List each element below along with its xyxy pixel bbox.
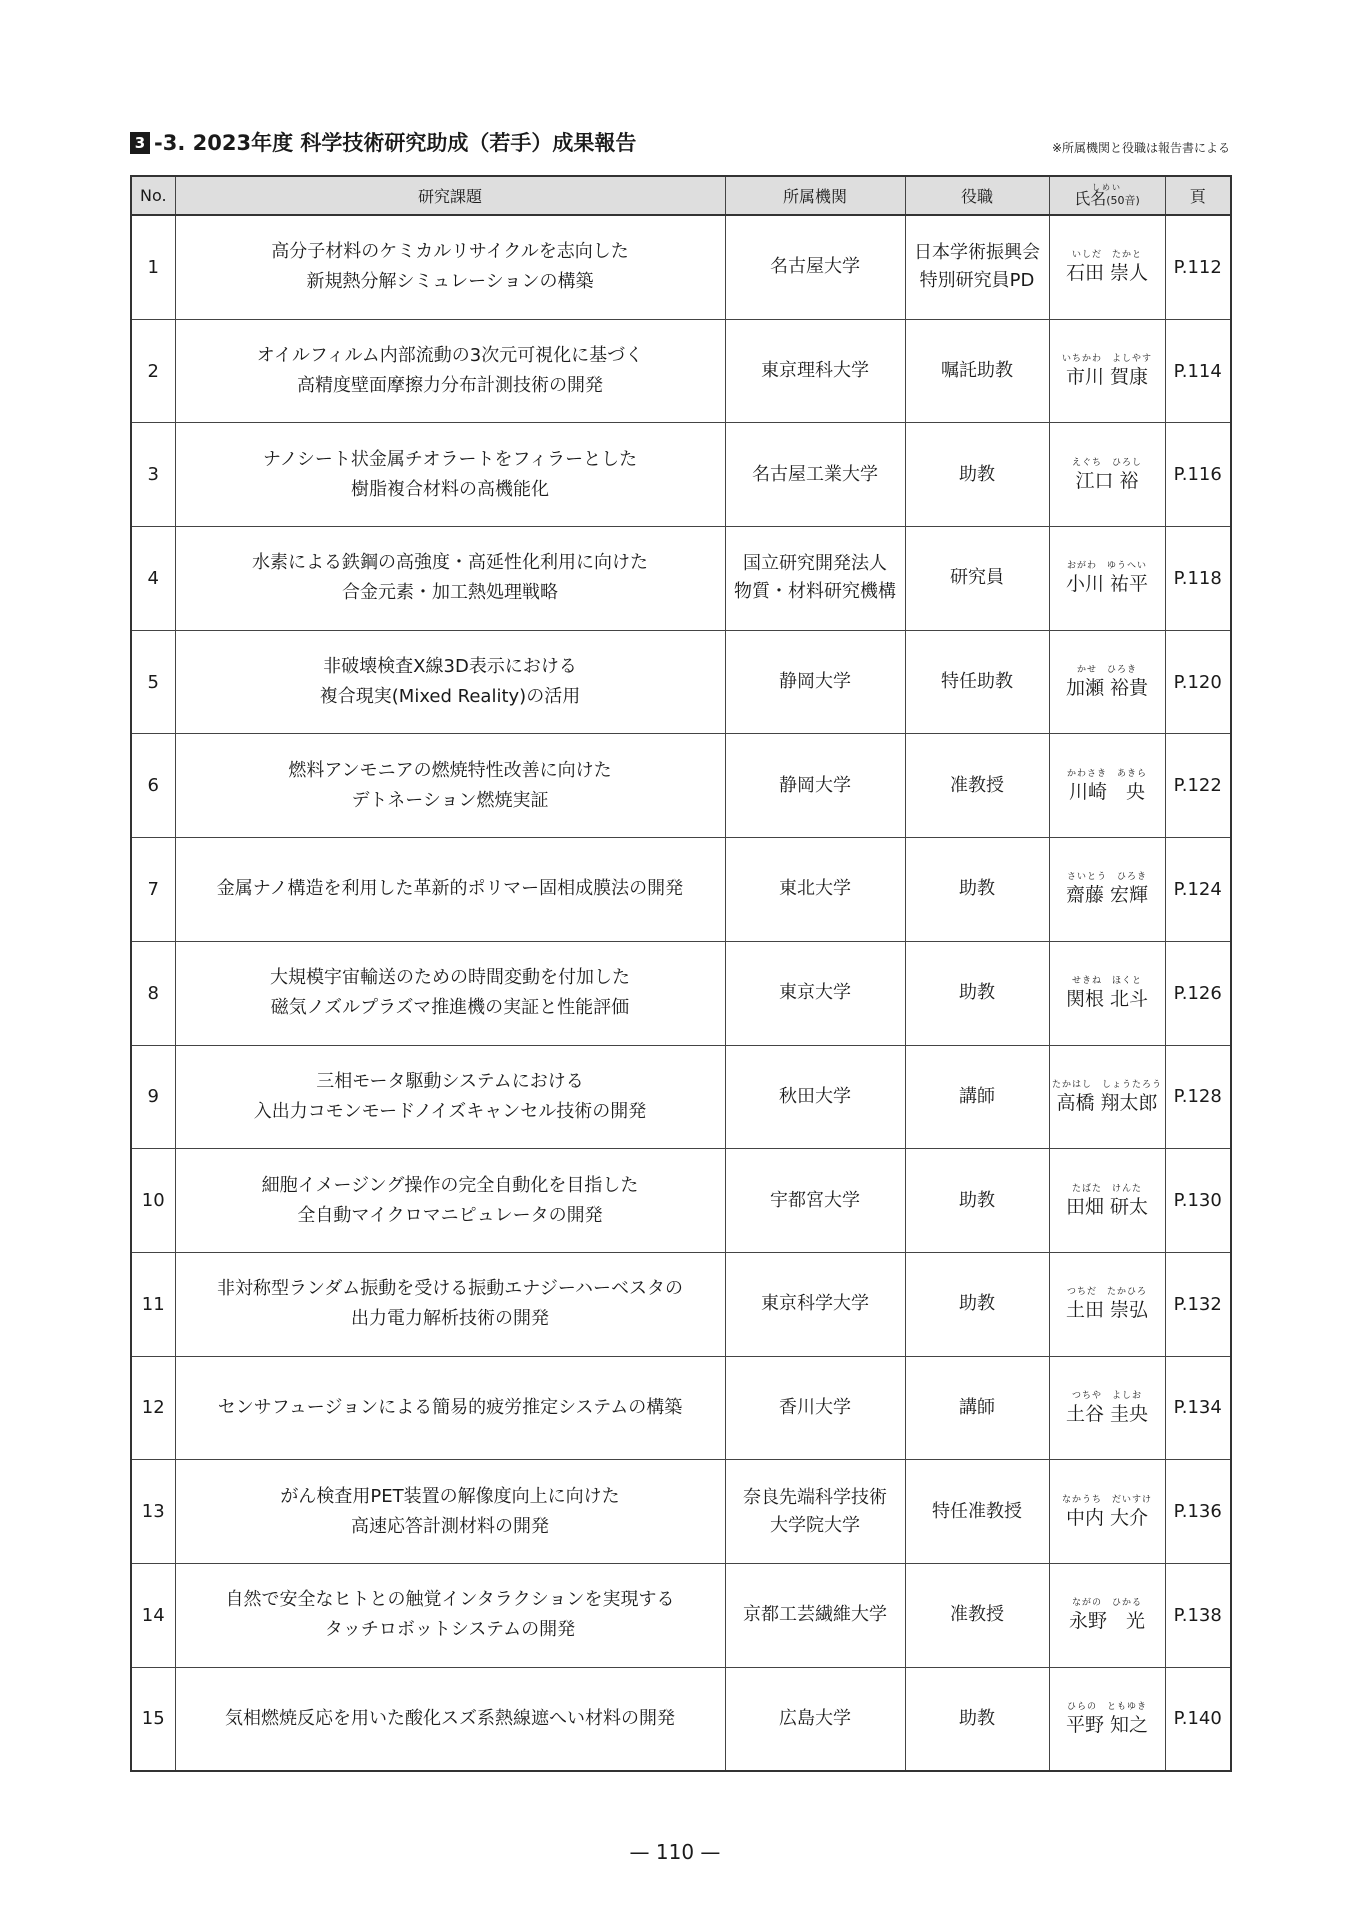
table-row xyxy=(131,941,1231,1045)
table-body xyxy=(131,215,1231,1771)
researcher-name: 小川 祐平 xyxy=(1065,573,1149,596)
researcher-name: 永野 光 xyxy=(1068,1610,1145,1633)
row-topic xyxy=(175,319,725,423)
table-row xyxy=(131,630,1231,734)
topic-line: 合金元素・加工熱処理戦略 xyxy=(342,582,558,604)
table-row xyxy=(131,423,1231,527)
position-line: 研究員 xyxy=(950,567,1004,589)
row-name xyxy=(1049,1149,1165,1253)
position-line: 特任助教 xyxy=(941,671,1013,693)
topic-line: ナノシート状金属チオラートをフィラーとした xyxy=(262,448,638,470)
row-affiliation xyxy=(725,630,905,734)
row-page-ref: P.128 xyxy=(1165,1045,1231,1149)
name-ruby: さいとう ひろき xyxy=(1066,872,1147,883)
page-header xyxy=(130,128,1230,168)
row-page-ref: P.138 xyxy=(1165,1563,1231,1667)
name-block xyxy=(1052,1079,1162,1115)
topic-line: 樹脂複合材料の高機能化 xyxy=(351,478,549,500)
row-position xyxy=(905,1667,1049,1771)
topic-line: オイルフィルム内部流動の3次元可視化に基づく xyxy=(256,345,644,367)
affiliation-line: 秋田大学 xyxy=(779,1085,851,1107)
table-row xyxy=(131,1460,1231,1564)
row-position xyxy=(905,1149,1049,1253)
page-number: — 110 — xyxy=(629,1840,721,1864)
row-topic xyxy=(175,1045,725,1149)
name-block xyxy=(1066,871,1148,907)
row-affiliation xyxy=(725,838,905,942)
position-line: 助教 xyxy=(959,878,995,900)
row-page-ref: P.132 xyxy=(1165,1252,1231,1356)
topic-line: 高分子材料のケミカルリサイクルを志向した xyxy=(271,241,629,263)
row-number: 10 xyxy=(131,1149,175,1253)
topic-line: 三相モータ駆動システムにおける xyxy=(316,1070,584,1092)
col-header-position: 役職 xyxy=(905,176,1049,215)
topic-line: 非破壊検査X線3D表示における xyxy=(323,656,577,678)
topic-line: 燃料アンモニアの燃焼特性改善に向けた xyxy=(288,759,612,781)
row-page-ref: P.126 xyxy=(1165,941,1231,1045)
position-line: 准教授 xyxy=(950,1604,1004,1626)
name-block xyxy=(1066,249,1148,285)
row-number: 8 xyxy=(131,941,175,1045)
row-affiliation xyxy=(725,423,905,527)
name-block xyxy=(1067,768,1147,804)
name-header-group xyxy=(1074,183,1140,208)
row-page-ref: P.120 xyxy=(1165,630,1231,734)
row-affiliation xyxy=(725,1563,905,1667)
row-name xyxy=(1049,630,1165,734)
table-row xyxy=(131,1667,1231,1771)
name-ruby: たばた けんた xyxy=(1071,1183,1142,1194)
researcher-name: 加瀬 裕貴 xyxy=(1065,677,1149,700)
row-name xyxy=(1049,215,1165,319)
row-position xyxy=(905,319,1049,423)
row-page-ref: P.140 xyxy=(1165,1667,1231,1771)
row-position xyxy=(905,941,1049,1045)
row-page-ref: P.112 xyxy=(1165,215,1231,319)
affiliation-line: 東京理科大学 xyxy=(761,360,869,382)
row-affiliation xyxy=(725,734,905,838)
row-number: 14 xyxy=(131,1563,175,1667)
section-number-badge: 3 xyxy=(130,132,150,154)
row-position xyxy=(905,423,1049,527)
table-row xyxy=(131,1563,1231,1667)
row-page-ref: P.130 xyxy=(1165,1149,1231,1253)
row-affiliation xyxy=(725,319,905,423)
position-line: 講師 xyxy=(959,1396,995,1418)
row-number: 11 xyxy=(131,1252,175,1356)
topic-line: 高速応答計測材料の開発 xyxy=(351,1515,549,1537)
table-row xyxy=(131,838,1231,942)
row-page-ref: P.136 xyxy=(1165,1460,1231,1564)
row-topic xyxy=(175,941,725,1045)
affiliation-line: 大学院大学 xyxy=(770,1514,860,1536)
table-row xyxy=(131,1252,1231,1356)
position-line: 准教授 xyxy=(950,774,1004,796)
col-header-page: 頁 xyxy=(1165,176,1231,215)
row-position xyxy=(905,1252,1049,1356)
row-affiliation xyxy=(725,1045,905,1149)
position-line: 助教 xyxy=(959,1707,995,1729)
topic-line: がん検査用PET装置の解像度向上に向けた xyxy=(280,1485,620,1507)
row-topic xyxy=(175,1667,725,1771)
name-block xyxy=(1066,1390,1148,1426)
name-ruby: かせ ひろき xyxy=(1076,665,1137,676)
row-name xyxy=(1049,734,1165,838)
position-line: 助教 xyxy=(959,1189,995,1211)
row-name xyxy=(1049,1667,1165,1771)
row-number: 7 xyxy=(131,838,175,942)
row-number: 4 xyxy=(131,527,175,631)
row-number: 12 xyxy=(131,1356,175,1460)
researcher-name: 石田 崇人 xyxy=(1065,262,1149,285)
row-page-ref: P.124 xyxy=(1165,838,1231,942)
affiliation-line: 名古屋大学 xyxy=(770,256,860,278)
affiliation-line: 東北大学 xyxy=(779,878,851,900)
row-number: 6 xyxy=(131,734,175,838)
topic-line: 自然で安全なヒトとの触覚インタラクションを実現する xyxy=(225,1589,675,1611)
row-name xyxy=(1049,1563,1165,1667)
name-ruby: えぐち ひろし xyxy=(1071,457,1142,468)
col-header-affiliation: 所属機関 xyxy=(725,176,905,215)
name-block xyxy=(1066,1701,1148,1737)
position-line: 助教 xyxy=(959,982,995,1004)
name-ruby: ながの ひかる xyxy=(1071,1598,1142,1609)
row-name xyxy=(1049,527,1165,631)
name-ruby: つちや よしお xyxy=(1071,1390,1142,1401)
name-block xyxy=(1069,1597,1145,1633)
header-note: ※所属機関と役職は報告書による xyxy=(1051,141,1230,155)
row-affiliation xyxy=(725,1149,905,1253)
row-page-ref: P.122 xyxy=(1165,734,1231,838)
researcher-name: 土田 崇弘 xyxy=(1065,1299,1149,1322)
position-line: 日本学術振興会 xyxy=(914,242,1040,264)
row-position xyxy=(905,1563,1049,1667)
row-affiliation xyxy=(725,1667,905,1771)
row-position xyxy=(905,630,1049,734)
row-topic xyxy=(175,838,725,942)
name-ruby: ひらの ともゆき xyxy=(1066,1701,1147,1712)
researcher-name: 川崎 央 xyxy=(1068,780,1145,803)
affiliation-line: 奈良先端科学技術 xyxy=(743,1486,887,1508)
row-position xyxy=(905,527,1049,631)
name-ruby: なかうち だいすけ xyxy=(1061,1494,1152,1505)
affiliation-line: 東京大学 xyxy=(779,982,851,1004)
name-header-label: 氏名 xyxy=(1074,189,1107,208)
researcher-name: 田畑 研太 xyxy=(1065,1195,1149,1218)
row-topic xyxy=(175,215,725,319)
researcher-name: 高橋 翔太郎 xyxy=(1056,1091,1158,1114)
name-block xyxy=(1066,1183,1148,1219)
row-topic xyxy=(175,1563,725,1667)
researcher-name: 関根 北斗 xyxy=(1065,988,1149,1011)
name-block xyxy=(1062,353,1152,389)
affiliation-line: 静岡大学 xyxy=(779,671,851,693)
name-ruby: いしだ たかと xyxy=(1071,250,1142,261)
name-block xyxy=(1066,975,1148,1011)
name-ruby: いちかわ よしやす xyxy=(1061,354,1152,365)
row-number: 5 xyxy=(131,630,175,734)
table-row xyxy=(131,1149,1231,1253)
row-position xyxy=(905,838,1049,942)
row-topic xyxy=(175,630,725,734)
position-line: 嘱託助教 xyxy=(941,360,1013,382)
topic-line: 入出力コモンモードノイズキャンセル技術の開発 xyxy=(253,1100,647,1122)
table-row xyxy=(131,734,1231,838)
row-position xyxy=(905,734,1049,838)
name-ruby: つちだ たかひろ xyxy=(1066,1287,1147,1298)
affiliation-line: 東京科学大学 xyxy=(761,1293,869,1315)
topic-line: 磁気ノズルプラズマ推進機の実証と性能評価 xyxy=(270,997,630,1019)
name-block xyxy=(1066,1286,1148,1322)
row-topic xyxy=(175,527,725,631)
row-topic xyxy=(175,1252,725,1356)
name-ruby: せきね ほくと xyxy=(1071,976,1142,987)
affiliation-line: 京都工芸繊維大学 xyxy=(743,1604,887,1626)
col-header-no: No. xyxy=(131,176,175,215)
table-row xyxy=(131,215,1231,319)
table-row xyxy=(131,1045,1231,1149)
researcher-name: 江口 裕 xyxy=(1075,469,1139,492)
row-affiliation xyxy=(725,1460,905,1564)
position-line: 講師 xyxy=(959,1085,995,1107)
row-page-ref: P.114 xyxy=(1165,319,1231,423)
topic-line: タッチロボットシステムの開発 xyxy=(324,1619,576,1641)
table-row xyxy=(131,1356,1231,1460)
researcher-name: 中内 大介 xyxy=(1065,1506,1149,1529)
name-header-note: (50音) xyxy=(1106,194,1140,207)
row-name xyxy=(1049,319,1165,423)
row-number: 2 xyxy=(131,319,175,423)
row-affiliation xyxy=(725,941,905,1045)
name-block xyxy=(1072,457,1142,493)
name-block xyxy=(1066,560,1148,596)
topic-line: 高精度壁面摩擦力分布計測技術の開発 xyxy=(297,375,603,397)
topic-line: 新規熱分解シミュレーションの構築 xyxy=(306,271,594,293)
topic-line: 複合現実(Mixed Reality)の活用 xyxy=(319,686,581,708)
col-header-name xyxy=(1049,176,1165,215)
row-number: 9 xyxy=(131,1045,175,1149)
row-position xyxy=(905,1045,1049,1149)
table-row xyxy=(131,527,1231,631)
row-number: 13 xyxy=(131,1460,175,1564)
position-line: 特別研究員PD xyxy=(919,270,1035,292)
affiliation-line: 名古屋工業大学 xyxy=(752,463,878,485)
row-topic xyxy=(175,734,725,838)
page-title: -3. 2023年度 科学技術研究助成（若手）成果報告 xyxy=(154,131,637,155)
row-page-ref: P.134 xyxy=(1165,1356,1231,1460)
affiliation-line: 物質・材料研究機構 xyxy=(734,581,896,603)
row-topic xyxy=(175,1356,725,1460)
row-name xyxy=(1049,1045,1165,1149)
position-line: 助教 xyxy=(959,1293,995,1315)
topic-line: 金属ナノ構造を利用した革新的ポリマー固相成膜法の開発 xyxy=(216,878,684,900)
row-affiliation xyxy=(725,1356,905,1460)
row-name xyxy=(1049,1252,1165,1356)
table-header-row xyxy=(131,176,1231,215)
researcher-name: 土谷 圭央 xyxy=(1065,1402,1149,1425)
topic-line: 全自動マイクロマニピュレータの開発 xyxy=(297,1204,603,1226)
topic-line: 非対称型ランダム振動を受ける振動エナジーハーベスタの xyxy=(216,1278,684,1300)
row-page-ref: P.118 xyxy=(1165,527,1231,631)
position-line: 助教 xyxy=(959,463,995,485)
row-number: 15 xyxy=(131,1667,175,1771)
affiliation-line: 静岡大学 xyxy=(779,774,851,796)
row-topic xyxy=(175,1460,725,1564)
row-position xyxy=(905,215,1049,319)
row-number: 3 xyxy=(131,423,175,527)
row-name xyxy=(1049,838,1165,942)
row-affiliation xyxy=(725,215,905,319)
position-line: 特任准教授 xyxy=(932,1500,1022,1522)
row-name xyxy=(1049,941,1165,1045)
row-name xyxy=(1049,1356,1165,1460)
row-topic xyxy=(175,1149,725,1253)
row-position xyxy=(905,1356,1049,1460)
name-ruby: かわさき あきら xyxy=(1066,768,1147,779)
topic-line: 細胞イメージング操作の完全自動化を目指した xyxy=(261,1174,639,1196)
table-row xyxy=(131,319,1231,423)
researcher-name: 平野 知之 xyxy=(1065,1713,1149,1736)
affiliation-line: 宇都宮大学 xyxy=(770,1189,860,1211)
name-ruby: おがわ ゆうへい xyxy=(1066,561,1147,572)
researcher-name: 齋藤 宏輝 xyxy=(1065,884,1149,907)
row-affiliation xyxy=(725,527,905,631)
topic-line: デトネーション燃焼実証 xyxy=(351,789,549,811)
col-header-topic: 研究課題 xyxy=(175,176,725,215)
topic-line: 大規模宇宙輸送のための時間変動を付加した xyxy=(270,967,630,989)
topic-line: 気相燃焼反応を用いた酸化スズ系熱線遮へい材料の開発 xyxy=(225,1707,675,1729)
name-header-ruby: しめい xyxy=(1091,183,1122,192)
name-block xyxy=(1066,664,1148,700)
affiliation-line: 国立研究開発法人 xyxy=(743,553,887,575)
name-ruby: たかはし しょうたろう xyxy=(1051,1079,1162,1090)
row-page-ref: P.116 xyxy=(1165,423,1231,527)
row-number: 1 xyxy=(131,215,175,319)
affiliation-line: 香川大学 xyxy=(779,1396,851,1418)
topic-line: センサフュージョンによる簡易的疲労推定システムの構築 xyxy=(217,1396,683,1418)
row-position xyxy=(905,1460,1049,1564)
row-name xyxy=(1049,1460,1165,1564)
row-topic xyxy=(175,423,725,527)
topic-line: 出力電力解析技術の開発 xyxy=(351,1308,549,1330)
results-table xyxy=(130,175,1232,1772)
name-block xyxy=(1062,1494,1152,1530)
topic-line: 水素による鉄鋼の高強度・高延性化利用に向けた xyxy=(252,552,648,574)
row-name xyxy=(1049,423,1165,527)
researcher-name: 市川 賀康 xyxy=(1065,366,1149,389)
row-affiliation xyxy=(725,1252,905,1356)
affiliation-line: 広島大学 xyxy=(779,1707,851,1729)
